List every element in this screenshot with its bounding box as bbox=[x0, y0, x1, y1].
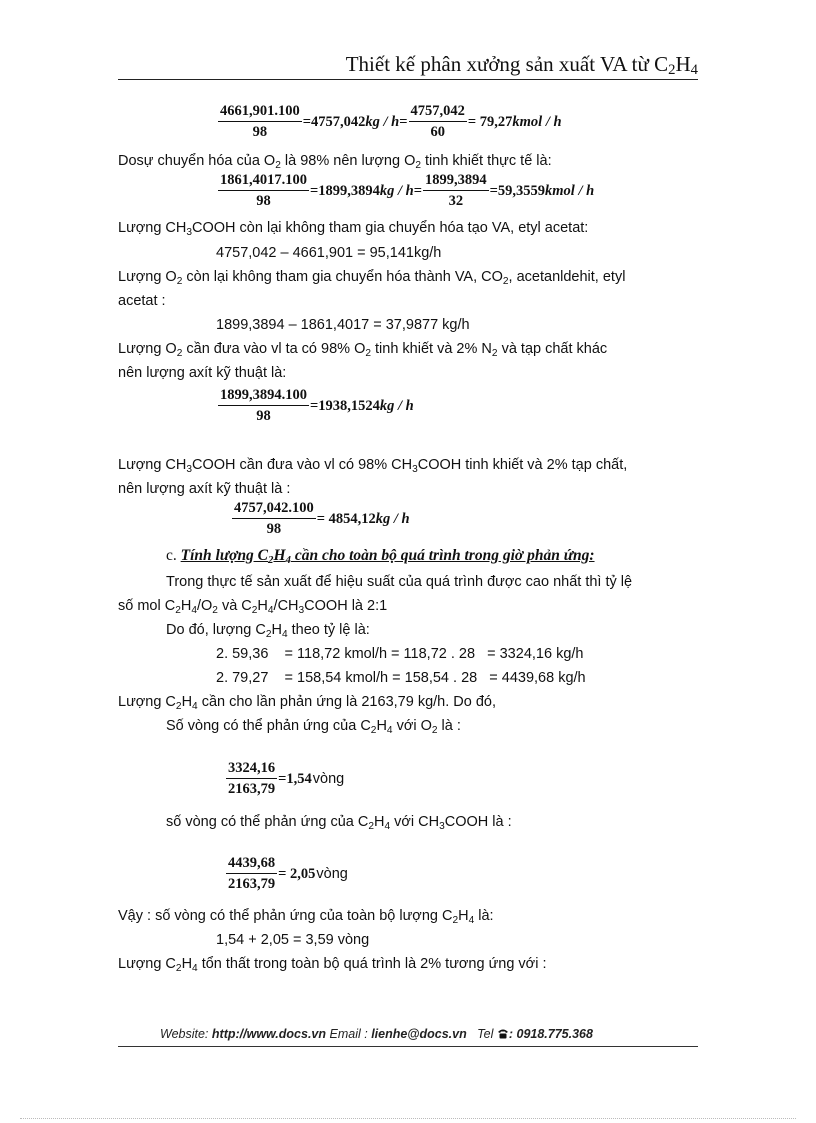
calculation: 1899,3894 – 1861,4017 = 37,9877 kg/h bbox=[216, 317, 470, 333]
equation-5: $\frac{3324,16}{2163,79}$ =1,54 vòng bbox=[228, 760, 345, 797]
paragraph: Lượng $CH_3COOH$ còn lại không tham gia chuyển hóa tạo VA, etyl acetat: bbox=[118, 220, 589, 238]
paragraph: Vậy : số vòng có thể phản ứng của toàn bộ lượng $C_2H_4$ là: bbox=[118, 908, 494, 926]
fraction: $\frac{4439,68}{2163,79}$ bbox=[228, 855, 276, 892]
equation-6: $\frac{4439,68}{2163,79}$ = 2,05 vòng bbox=[228, 855, 348, 892]
footer-rule bbox=[118, 1046, 698, 1047]
fraction: $\frac{1861,4017.100}{98}$ bbox=[220, 172, 307, 209]
fraction: $\frac{4661,901.100}{98}$ bbox=[220, 103, 300, 140]
paragraph: Lượng $O_2$ cần đưa vào vl ta có 98% $O_2$ tinh khiết và 2% $N_2$ và tạp chất khác bbox=[118, 341, 608, 359]
paragraph: Lượng $C_2H_4$ tổn thất trong toàn bộ quá trình là 2% tương ứng với : bbox=[118, 956, 547, 974]
paragraph: nên lượng axít kỹ thuật là: bbox=[118, 365, 287, 381]
paragraph: Lượng $O_2$ còn lại không tham gia chuyển hóa thành VA, $CO_2$, acetanldehit, etyl bbox=[118, 269, 626, 287]
equation-2: $\frac{1861,4017.100}{98}$ =1899,3894kg / h= $\frac{1899,3894}{32}$ =59,3559kmol / h bbox=[220, 172, 595, 209]
paragraph: Trong thực tế sản xuất để hiệu suất của quá trình được cao nhất thì tỷ lệ bbox=[166, 574, 633, 590]
fraction: $\frac{1899,3894}{32}$ bbox=[425, 172, 487, 209]
fraction: $\frac{4757,042.100}{98}$ bbox=[234, 500, 314, 537]
fraction: $\frac{1899,3894.100}{98}$ bbox=[220, 387, 307, 424]
page-bottom-border bbox=[20, 1118, 796, 1119]
fraction: $\frac{3324,16}{2163,79}$ bbox=[228, 760, 276, 797]
equation-1: $\frac{4661,901.100}{98}$ =4757,042kg / h= $\frac{4757,042}{60}$ = 79,27kmol / h bbox=[220, 103, 562, 140]
paragraph: Dosự chuyển hóa của $O_2$ là 98% nên lượng $O_2$ tinh khiết thực tế là: bbox=[118, 153, 552, 171]
calculation: 2. 79,27 = 158,54 kmol/h = 158,54 . 28 = 4439,68 kg/h bbox=[216, 670, 586, 686]
paragraph: Số vòng có thể phản ứng của $C_2H_4$ với $O_2$ là : bbox=[166, 718, 461, 736]
paragraph: Lượng $C_2H_4$ cần cho lần phản ứng là 2163,79 kg/h. Do đó, bbox=[118, 694, 496, 712]
paragraph: Lượng $CH_3COOH$ cần đưa vào vl có 98% $CH_3COOH$ tinh khiết và 2% tạp chất, bbox=[118, 457, 628, 475]
calculation: 4757,042 – 4661,901 = 95,141kg/h bbox=[216, 245, 442, 261]
header-rule bbox=[118, 79, 698, 80]
paragraph: nên lượng axít kỹ thuật là : bbox=[118, 481, 291, 497]
email-link[interactable]: lienhe@docs.vn bbox=[371, 1027, 467, 1041]
equation-3: $\frac{1899,3894.100}{98}$ =1938,1524kg / h bbox=[220, 387, 414, 424]
paragraph: số mol $C_2H_4/O_2$ và $C_2H_4/CH_3COOH$ là 2:1 bbox=[118, 598, 388, 616]
section-heading: c. Tính lượng $C_2H_4$ cần cho toàn bộ quá trình trong giờ phản ứng: bbox=[166, 547, 595, 566]
paragraph: Do đó, lượng $C_2H_4$ theo tỷ lệ là: bbox=[166, 622, 370, 640]
phone-icon bbox=[497, 1027, 509, 1041]
website-link[interactable]: http://www.docs.vn bbox=[211, 1027, 327, 1041]
page-footer: Website: http://www.docs.vn Email : lienhe@docs.vn Tel : 0918.775.368 bbox=[160, 1027, 593, 1041]
calculation: 2. 59,36 = 118,72 kmol/h = 118,72 . 28 = 3324,16 kg/h bbox=[216, 646, 584, 662]
calculation: 1,54 + 2,05 = 3,59 vòng bbox=[216, 932, 370, 948]
paragraph: acetat : bbox=[118, 293, 166, 309]
fraction: $\frac{4757,042}{60}$ bbox=[410, 103, 465, 140]
equation-4: $\frac{4757,042.100}{98}$ = 4854,12kg / h bbox=[234, 500, 410, 537]
paragraph: số vòng có thể phản ứng của $C_2H_4$ với $CH_3COOH$ là : bbox=[166, 814, 512, 832]
page-header-title: Thiết kế phân xưởng sản xuất VA từ $C_2H_4$ bbox=[345, 52, 698, 78]
